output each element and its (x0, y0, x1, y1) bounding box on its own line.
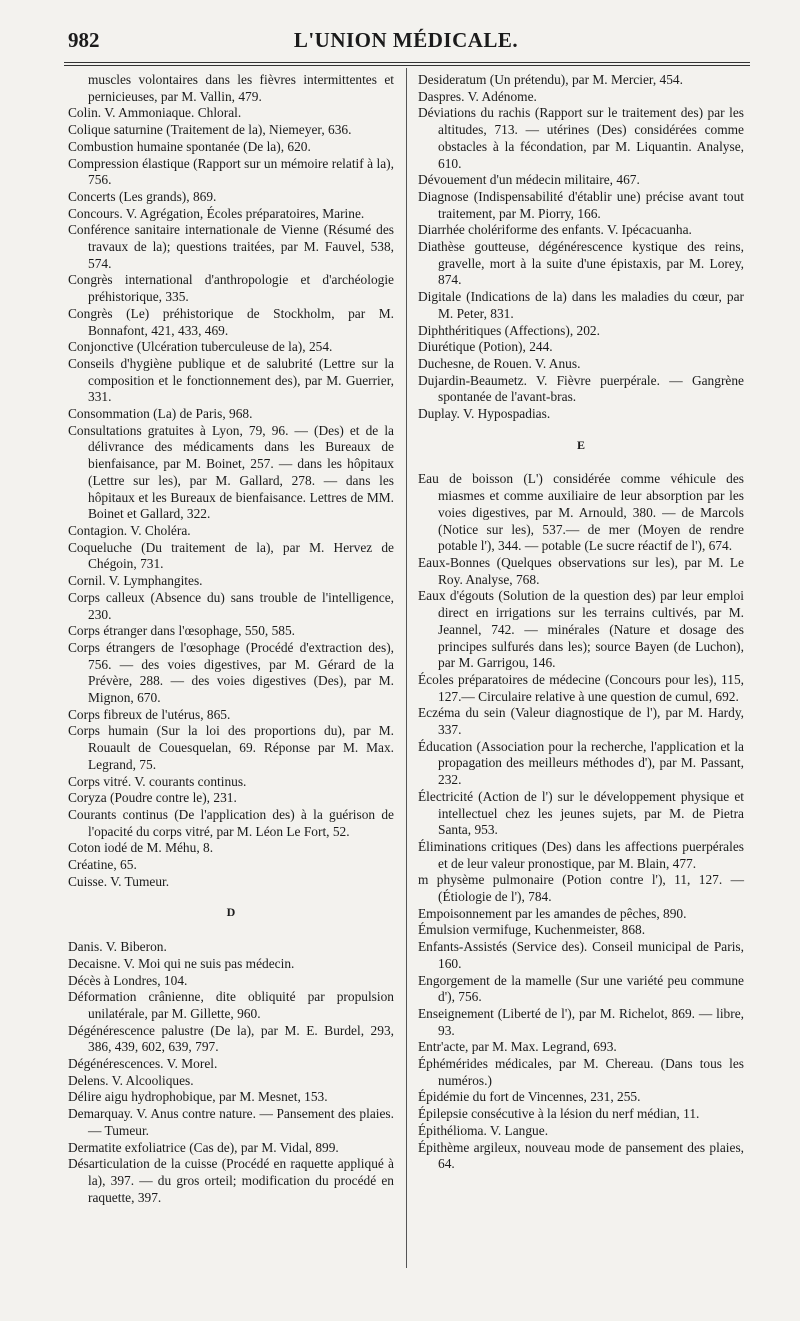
index-entry: Conjonctive (Ulcération tuberculeuse de la), 254. (68, 339, 333, 355)
index-entry: Déformation crânienne, dite obliquité par propulsion unilatérale, par M. Gillette, 960. (68, 989, 394, 1021)
index-entry: Courants continus (De l'application des) à la guérison de l'opacité du corps vitré, par M. Léon Le Fort, 52. (68, 806, 394, 839)
index-entry: Émulsion vermifuge, Kuchenmeister, 868. (418, 922, 646, 938)
index-entry: Corps vitré. V. courants continus. (68, 773, 247, 789)
index-entry: Eczéma du sein (Valeur diagnostique de l'), par M. Hardy, 337. (418, 705, 744, 738)
index-entry: Enfants-Assistés (Service des). Conseil municipal de Paris, 160. (418, 939, 744, 971)
index-entry: Empoisonnement par les amandes de pêches, 890. (418, 905, 687, 921)
left-column (68, 72, 394, 1206)
index-entry: Engorgement de la mamelle (Sur une variété peu commune d'), 756. (418, 972, 744, 1005)
index-entry: Colique saturnine (Traitement de la), Niemeyer, 636. (68, 122, 352, 138)
index-entry: Écoles préparatoires de médecine (Concours pour les), 115, 127.— Circulaire relative à une question de cumul, 692. (418, 671, 744, 704)
index-entry: Coqueluche (Du traitement de la), par M. Hervez de Chégoin, 731. (68, 539, 394, 572)
index-entry: Corps étranger dans l'œsophage, 550, 585. (68, 623, 296, 639)
index-entry: Concours. V. Agrégation, Écoles préparatoires, Marine. (68, 205, 365, 221)
index-entry: Diurétique (Potion), 244. (418, 339, 553, 355)
index-entry: Éphémérides médicales, par M. Chereau. (Dans tous les numéros.) (418, 1056, 744, 1088)
index-entry: Épidémie du fort de Vincennes, 231, 255. (418, 1089, 641, 1105)
header-rule (64, 62, 750, 66)
index-entry: Eaux d'égouts (Solution de la question des) par leur emploi direct en irrigations sur les terrains cultivés, par M. Jeannel, 742. — minérales (Nature et dosage des principes sulfurés dans les); source Bayen (de Luchon), par M. Garrigou, 146. (418, 588, 744, 671)
index-entry: Demarquay. V. Anus contre nature. — Pansement des plaies. — Tumeur. (68, 1106, 394, 1138)
index-entry: Congrès international d'anthropologie et d'archéologie préhistorique, 335. (68, 272, 394, 305)
index-entry: Eau de boisson (L') considérée comme véhicule des miasmes et comme auxiliaire de leur absorption par les voies digestives, par M. Arnould, 380. — de Marcols (Notice sur les), 537.— de mer (Moyen de rendre potable l'), 344. — potable (Le sucre réactif de l'), 674. (418, 471, 744, 554)
index-entry: Contagion. V. Choléra. (68, 522, 191, 538)
index-entry: Diagnose (Indispensabilité d'établir une) précise avant tout traitement, par M. Piorry, 166. (418, 188, 744, 221)
right-entries-d (418, 72, 744, 423)
section-heading-e: E (576, 437, 585, 452)
index-entry: Dévouement d'un médecin militaire, 467. (418, 172, 640, 188)
index-entry: Cornil. V. Lymphangites. (68, 573, 203, 589)
index-entry: Duplay. V. Hypospadias. (418, 406, 551, 422)
right-entries-e (418, 471, 744, 1173)
index-entry: Concerts (Les grands), 869. (68, 188, 217, 204)
index-entry: Conférence sanitaire internationale de Vienne (Résumé des travaux de la); questions traitées, par M. Fauvel, 538, 574. (68, 222, 394, 271)
index-entry: m physème pulmonaire (Potion contre l'), 11, 127. — (Étiologie de l'), 784. (418, 872, 744, 905)
index-entry: Entr'acte, par M. Max. Legrand, 693. (418, 1039, 617, 1055)
index-entry: Épilepsie consécutive à la lésion du nerf médian, 11. (418, 1106, 700, 1122)
index-entry: Congrès (Le) préhistorique de Stockholm, par M. Bonnafont, 421, 433, 469. (68, 305, 394, 338)
index-entry: Corps calleux (Absence du) sans trouble de l'intelligence, 230. (68, 589, 394, 622)
page-number: 982 (68, 28, 100, 52)
index-entry: Corps fibreux de l'utérus, 865. (68, 706, 231, 722)
index-entry: Décès à Londres, 104. (68, 972, 188, 988)
journal-title: L'UNION MÉDICALE. (293, 28, 519, 52)
index-entry: Électricité (Action de l') sur le développement physique et intellectuel chez les jeunes sujets, par M. de Pietra Santa, 953. (418, 788, 744, 838)
left-entries-d (68, 939, 394, 1206)
index-entry: Diarrhée cholériforme des enfants. V. Ipécacuanha. (418, 222, 692, 238)
index-entry: Délire aigu hydrophobique, par M. Mesnet, 153. (68, 1089, 328, 1105)
index-entry: Cuisse. V. Tumeur. (68, 873, 170, 889)
index-entry: Désarticulation de la cuisse (Procédé en raquette appliqué à la), 397. — du gros orteil; modification du procédé en raquette, 397. (68, 1156, 394, 1205)
index-entry: Dermatite exfoliatrice (Cas de), par M. Vidal, 899. (68, 1139, 339, 1155)
index-entry: Corps humain (Sur la loi des proportions du), par M. Rouault de Couesquelan, 69. Réponse par M. Max. Legrand, 75. (68, 723, 394, 772)
left-entries-c (68, 72, 394, 890)
index-entry: Compression élastique (Rapport sur un mémoire relatif à la), 756. (68, 155, 394, 188)
index-entry: Consommation (La) de Paris, 968. (68, 406, 253, 422)
index-entry: Coryza (Poudre contre le), 231. (68, 790, 237, 806)
index-entry: Combustion humaine spontanée (De la), 620. (68, 138, 311, 154)
index-entry: Épithème argileux, nouveau mode de pansement des plaies, 64. (418, 1139, 744, 1172)
right-column (418, 72, 744, 1173)
section-heading-d: D (226, 905, 236, 920)
index-entry: Diphthéritiques (Affections), 202. (418, 322, 600, 338)
index-entry: Dégénérescence palustre (De la), par M. E. Burdel, 293, 386, 439, 602, 639, 797. (68, 1022, 394, 1055)
index-entry: Déviations du rachis (Rapport sur le traitement des) par les altitudes, 713. — utérines (Des) considérées comme obstacles à la fécondation, par M. Liquantin. Analyse, 610. (418, 105, 744, 171)
index-entry: Diathèse goutteuse, dégénérescence kystique des reins, gravelle, mort à la suite d'une épistaxis, par M. Lorey, 874. (418, 239, 744, 288)
index-entry: Épithélioma. V. Langue. (418, 1122, 549, 1138)
index-entry: Digitale (Indications de la) dans les maladies du cœur, par M. Peter, 831. (418, 289, 744, 321)
index-entry: Colin. V. Ammoniaque. Chloral. (68, 105, 242, 121)
index-entry: Conseils d'hygiène publique et de salubrité (Lettre sur la composition et le fonctionnement des), par M. Guerrier, 331. (68, 355, 394, 405)
index-entry: Éliminations critiques (Des) dans les affections puerpérales et de leur valeur pronostique, par M. Blain, 477. (418, 838, 744, 871)
column-divider (406, 68, 407, 1268)
index-entry: Dégénérescences. V. Morel. (68, 1056, 218, 1072)
index-entry: Coton iodé de M. Méhu, 8. (68, 840, 214, 856)
index-entry: Daspres. V. Adénome. (418, 88, 537, 104)
index-entry: Créatine, 65. (68, 857, 137, 873)
index-entry: muscles volontaires dans les fièvres intermittentes et pernicieuses, par M. Vallin, 479. (88, 72, 394, 104)
index-entry: Dujardin-Beaumetz. V. Fièvre puerpérale. — Gangrène spontanée de l'avant-bras. (418, 372, 744, 405)
index-entry: Decaisne. V. Moi qui ne suis pas médecin. (68, 955, 295, 971)
index-entry: Éducation (Association pour la recherche, l'application et la propagation des meilleurs méthodes d'), par M. Passant, 232. (418, 738, 744, 788)
index-entry: Danis. V. Biberon. (68, 939, 167, 955)
index-entry: Corps étrangers de l'œsophage (Procédé d'extraction des), 756. — des voies digestives, par M. Gérard de la Prévère, 288. — des voies digestives (Des), par M. Mignon, 670. (68, 639, 394, 706)
index-entry: Consultations gratuites à Lyon, 79, 96. — (Des) et de la délivrance des médicaments dans les Bureaux de bienfaisance, par M. Boinet, 257. — dans les hôpitaux (Lettre sur les), par M. Gallard, 278. — dans les hôpitaux et les Bureaux de bienfaisance. Lettres de MM. Boinet et Gallard, 322. (68, 422, 394, 522)
index-entry: Duchesne, de Rouen. V. Anus. (418, 355, 581, 371)
index-entry: Desideratum (Un prétendu), par M. Mercier, 454. (418, 72, 683, 87)
index-entry: Eaux-Bonnes (Quelques observations sur les), par M. Le Roy. Analyse, 768. (418, 554, 744, 587)
page-header (60, 22, 752, 56)
index-entry: Delens. V. Alcooliques. (68, 1072, 194, 1088)
index-entry: Enseignement (Liberté de l'), par M. Richelot, 869. — libre, 93. (418, 1005, 744, 1038)
